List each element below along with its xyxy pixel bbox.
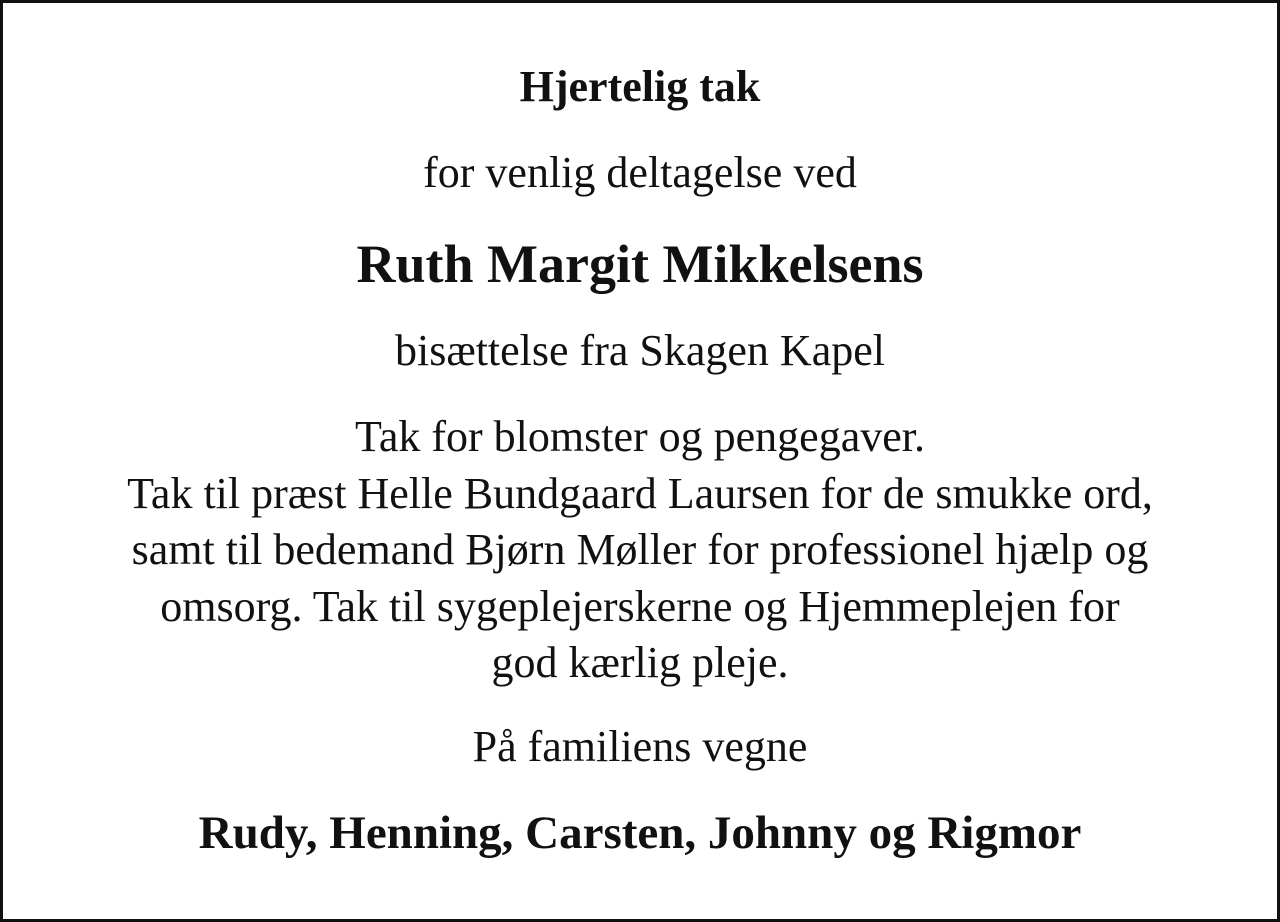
thanks-message <box>3 409 1277 692</box>
thanks-line: Tak for blomster og pengegaver. <box>355 412 925 461</box>
notice-intro: for venlig deltagelse ved <box>423 148 857 197</box>
notice-heading: Hjertelig tak <box>519 62 761 111</box>
thanks-line: samt til bedemand Bjørn Møller for professionel hjælp og <box>131 525 1149 574</box>
thanks-line: Tak til præst Helle Bundgaard Laursen for de smukke ord, <box>127 468 1153 518</box>
service-location: bisættelse fra Skagen Kapel <box>395 326 885 375</box>
thanks-line: god kærlig pleje. <box>491 638 789 687</box>
deceased-name: Ruth Margit Mikkelsens <box>356 234 924 294</box>
thanks-line: omsorg. Tak til sygeplejerskerne og Hjemmeplejen for <box>160 581 1120 631</box>
regards-line: På familiens vegne <box>472 722 808 771</box>
family-signers: Rudy, Henning, Carsten, Johnny og Rigmor <box>198 807 1082 859</box>
